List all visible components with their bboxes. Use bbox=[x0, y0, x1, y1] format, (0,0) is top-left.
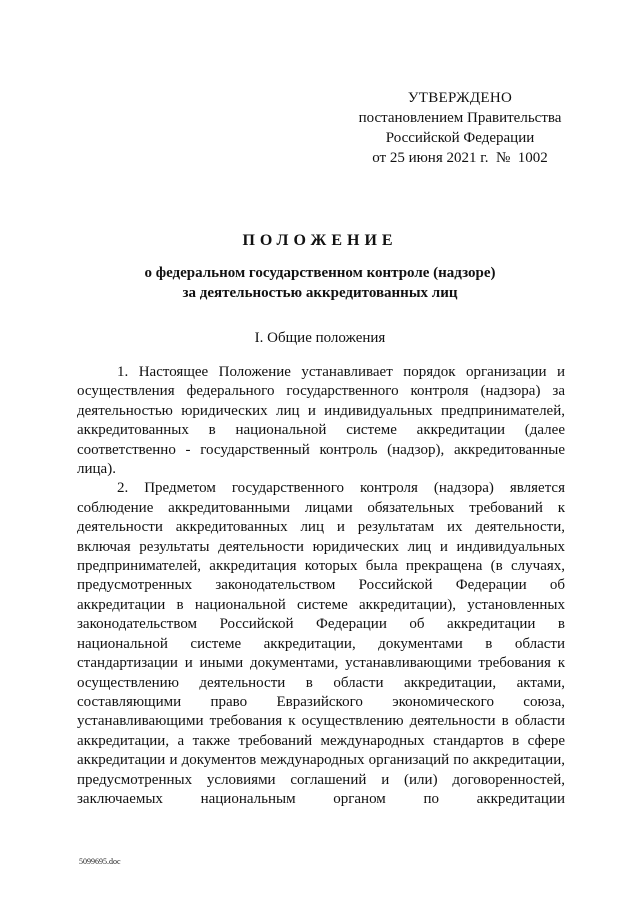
section-heading: I. Общие положения bbox=[254, 330, 386, 346]
document-subtitle bbox=[0, 263, 640, 303]
approval-line-1: постановлением Правительства bbox=[358, 110, 562, 126]
subtitle-line-2: за деятельностью аккредитованных лиц bbox=[182, 285, 458, 301]
approval-stamp-title: УТВЕРЖДЕНО bbox=[407, 90, 513, 106]
approval-date-number: от 25 июня 2021 г. № 1002 bbox=[372, 150, 548, 166]
document-title: ПОЛОЖЕНИЕ bbox=[242, 232, 398, 249]
paragraph-2: 2. Предметом государственного контроля (надзора) является соблюдение аккредитованными лицами обязательных требований к деятельности аккредитованных лиц и результатам их деятельности, включая результаты деятельности юридических лиц и индивидуальных предпринимателей, аккредитация которых была прекращена (в случаях, предусмотренных законодательством Российской Федерации об аккредитации в национальной системе аккредитации), установленных законодательством Российской Федерации об аккредитации в национальной системе аккредитации, документами в области стандартизации и иными документами, устанавливающими требования к осуществлению деятельности в области аккредитации, актами, составляющими право Евразийского экономического союза, устанавливающими требования к осуществлению деятельности в области аккредитации, а также требований международных стандартов в сфере аккредитации и документов международных организаций по аккредитации, предусмотренных условиями соглашений и (или) договоренностей, заключаемых национальным органом по аккредитации bbox=[77, 480, 565, 807]
body-text bbox=[77, 363, 565, 809]
approval-line-2: Российской Федерации bbox=[385, 130, 535, 146]
footer-file-code: 5099695.doc bbox=[79, 857, 121, 866]
subtitle-line-1: о федеральном государственном контроле (надзоре) bbox=[144, 265, 496, 281]
approval-block bbox=[340, 88, 580, 168]
paragraph-1: 1. Настоящее Положение устанавливает порядок организации и осуществления федерального государственного контроля (надзора) за деятельностью юридических лиц и индивидуальных предпринимателей, аккредитованных в национальной системе аккредитации (далее соответственно - государственный контроль (надзор), аккредитованные лица). bbox=[77, 364, 565, 478]
